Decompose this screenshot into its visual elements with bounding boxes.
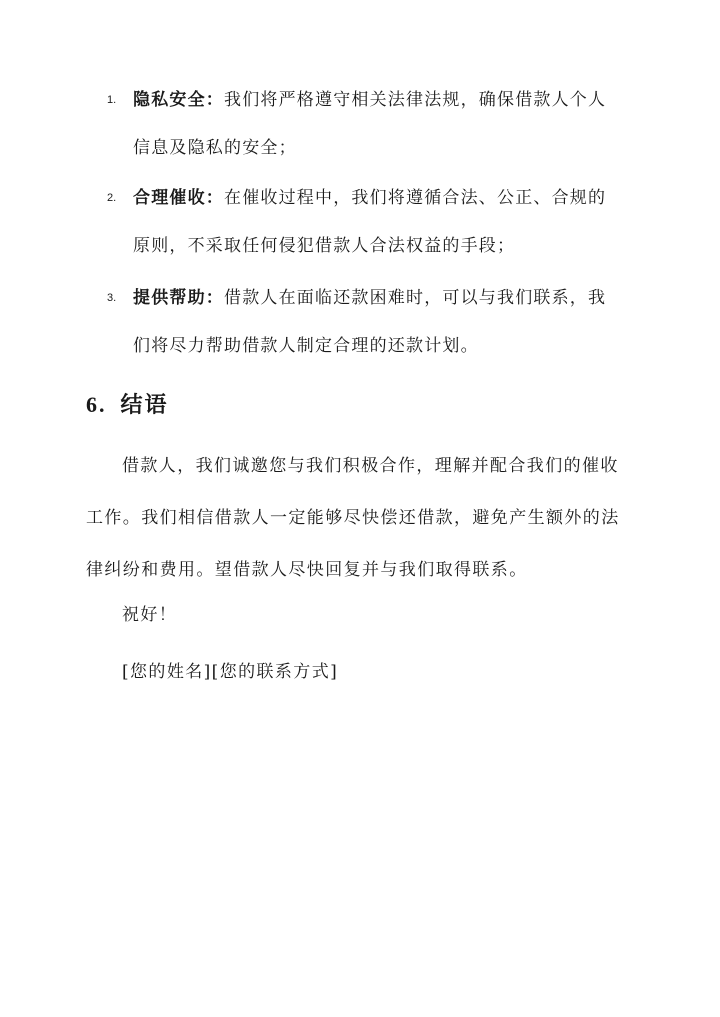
list-text: 我们将严格遵守相关法律法规，确保借款人个人 bbox=[224, 90, 607, 110]
list-item-line bbox=[107, 76, 627, 124]
list-item-collection bbox=[107, 174, 627, 270]
list-number: 2. bbox=[107, 192, 117, 204]
conclusion-paragraph bbox=[86, 440, 646, 596]
list-number: 3. bbox=[107, 292, 117, 304]
closing-greeting: 祝好！ bbox=[122, 605, 178, 625]
list-term: 合理催收： bbox=[133, 188, 224, 208]
list-item-help bbox=[107, 274, 627, 370]
list-text: 在催收过程中，我们将遵循合法、公正、合规的 bbox=[224, 188, 607, 208]
section-heading bbox=[86, 388, 169, 419]
list-term: 提供帮助： bbox=[133, 288, 224, 308]
list-item-privacy bbox=[107, 76, 627, 172]
list-item-line bbox=[107, 274, 627, 322]
list-number: 1. bbox=[107, 94, 117, 106]
list-text-continued: 原则，不采取任何侵犯借款人合法权益的手段； bbox=[133, 236, 516, 256]
list-term: 隐私安全： bbox=[133, 90, 224, 110]
section-title: 结语 bbox=[120, 393, 169, 418]
paragraph-line: 律纠纷和费用。望借款人尽快回复并与我们取得联系。 bbox=[86, 560, 528, 580]
paragraph-line: 借款人，我们诚邀您与我们积极合作，理解并配合我们的催收 bbox=[122, 456, 619, 476]
list-text-continued: 们将尽力帮助借款人制定合理的还款计划。 bbox=[133, 336, 479, 356]
paragraph-line: 工作。我们相信借款人一定能够尽快偿还借款，避免产生额外的法 bbox=[86, 508, 620, 528]
list-text-continued: 信息及隐私的安全； bbox=[133, 138, 297, 158]
list-item-line bbox=[107, 174, 627, 222]
list-text: 借款人在面临还款困难时，可以与我们联系，我 bbox=[224, 288, 607, 308]
section-number: 6. bbox=[86, 392, 107, 417]
signature-placeholder: [您的姓名][您的联系方式] bbox=[122, 662, 339, 682]
